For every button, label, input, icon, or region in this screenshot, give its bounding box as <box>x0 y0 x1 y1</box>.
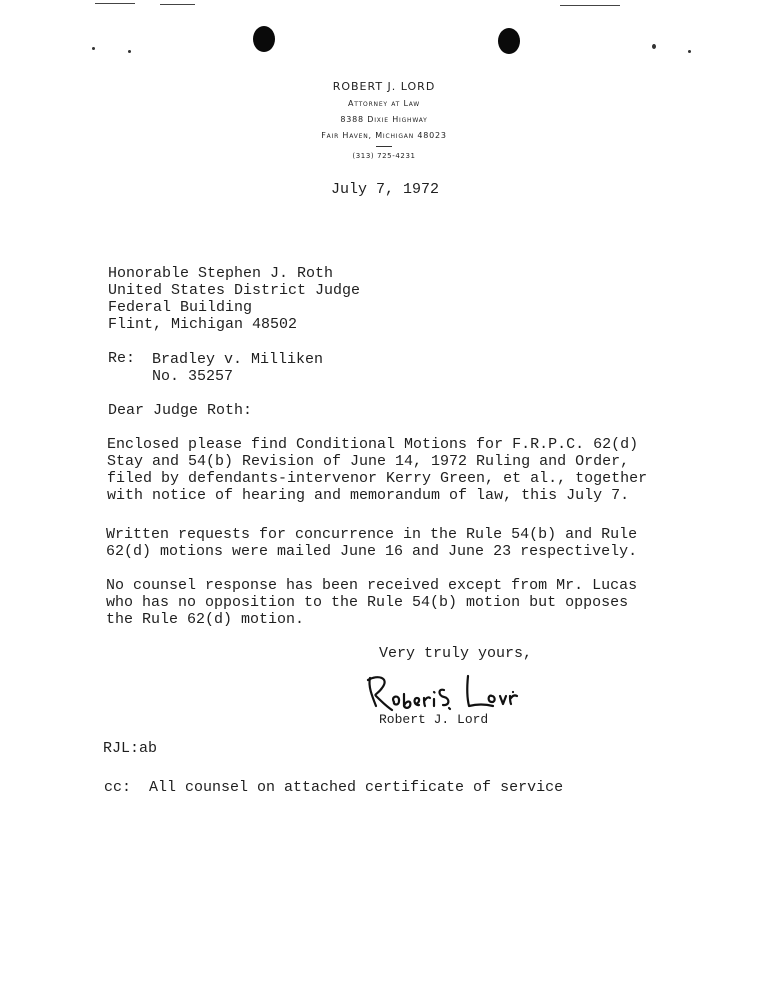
paragraph-1-line-1: Enclosed please find Conditional Motions for F.R.P.C. 62(d) <box>107 436 639 453</box>
paragraph-2-line-2: 62(d) motions were mailed June 16 and June 23 respectively. <box>106 543 638 560</box>
recipient-line-3: Federal Building <box>108 299 253 316</box>
letterhead-divider <box>376 146 392 147</box>
typist-initials: RJL:ab <box>103 740 158 757</box>
paragraph-3-line-1: No counsel response has been received except from Mr. Lucas <box>106 577 638 594</box>
paragraph-1-line-2: Stay and 54(b) Revision of June 14, 1972 Ruling and Order, <box>107 453 630 470</box>
salutation: Dear Judge Roth: <box>108 402 253 419</box>
letterhead-phone: (313) 725-4231 <box>352 152 416 160</box>
re-number: No. 35257 <box>152 368 234 385</box>
letterhead-title: Attorney at Law <box>347 99 421 108</box>
re-case: Bradley v. Milliken <box>152 351 324 368</box>
letter-date: July 7, 1972 <box>331 181 440 198</box>
letterhead-name: ROBERT J. LORD <box>332 80 436 93</box>
paragraph-3-line-2: who has no opposition to the Rule 54(b) motion but opposes <box>106 594 629 611</box>
paragraph-1-line-3: filed by defendants-intervenor Kerry Green, et al., together <box>107 470 648 487</box>
scan-edge-line <box>95 3 135 4</box>
recipient-line-2: United States District Judge <box>108 282 361 299</box>
letterhead-street: 8388 Dixie Highway <box>340 115 428 124</box>
paragraph-2-line-1: Written requests for concurrence in the Rule 54(b) and Rule <box>106 526 638 543</box>
scan-speck <box>652 44 656 49</box>
paragraph-1-line-4: with notice of hearing and memorandum of law, this July 7. <box>107 487 630 504</box>
scan-speck <box>688 50 691 53</box>
scan-speck <box>92 47 95 50</box>
scan-edge-line <box>160 4 195 5</box>
signer-name: Robert J. Lord <box>379 712 489 727</box>
paragraph-3-line-3: the Rule 62(d) motion. <box>106 611 305 628</box>
punch-hole-right <box>498 28 520 54</box>
recipient-line-1: Honorable Stephen J. Roth <box>108 265 334 282</box>
scan-edge-line <box>560 5 620 6</box>
letterhead-city: Fair Haven, Michigan 48023 <box>321 131 447 140</box>
recipient-line-4: Flint, Michigan 48502 <box>108 316 298 333</box>
punch-hole-left <box>253 26 275 52</box>
re-label: Re: <box>108 350 136 367</box>
scan-speck <box>128 50 131 53</box>
closing: Very truly yours, <box>379 645 533 662</box>
cc-line: cc: All counsel on attached certificate of service <box>104 779 564 796</box>
